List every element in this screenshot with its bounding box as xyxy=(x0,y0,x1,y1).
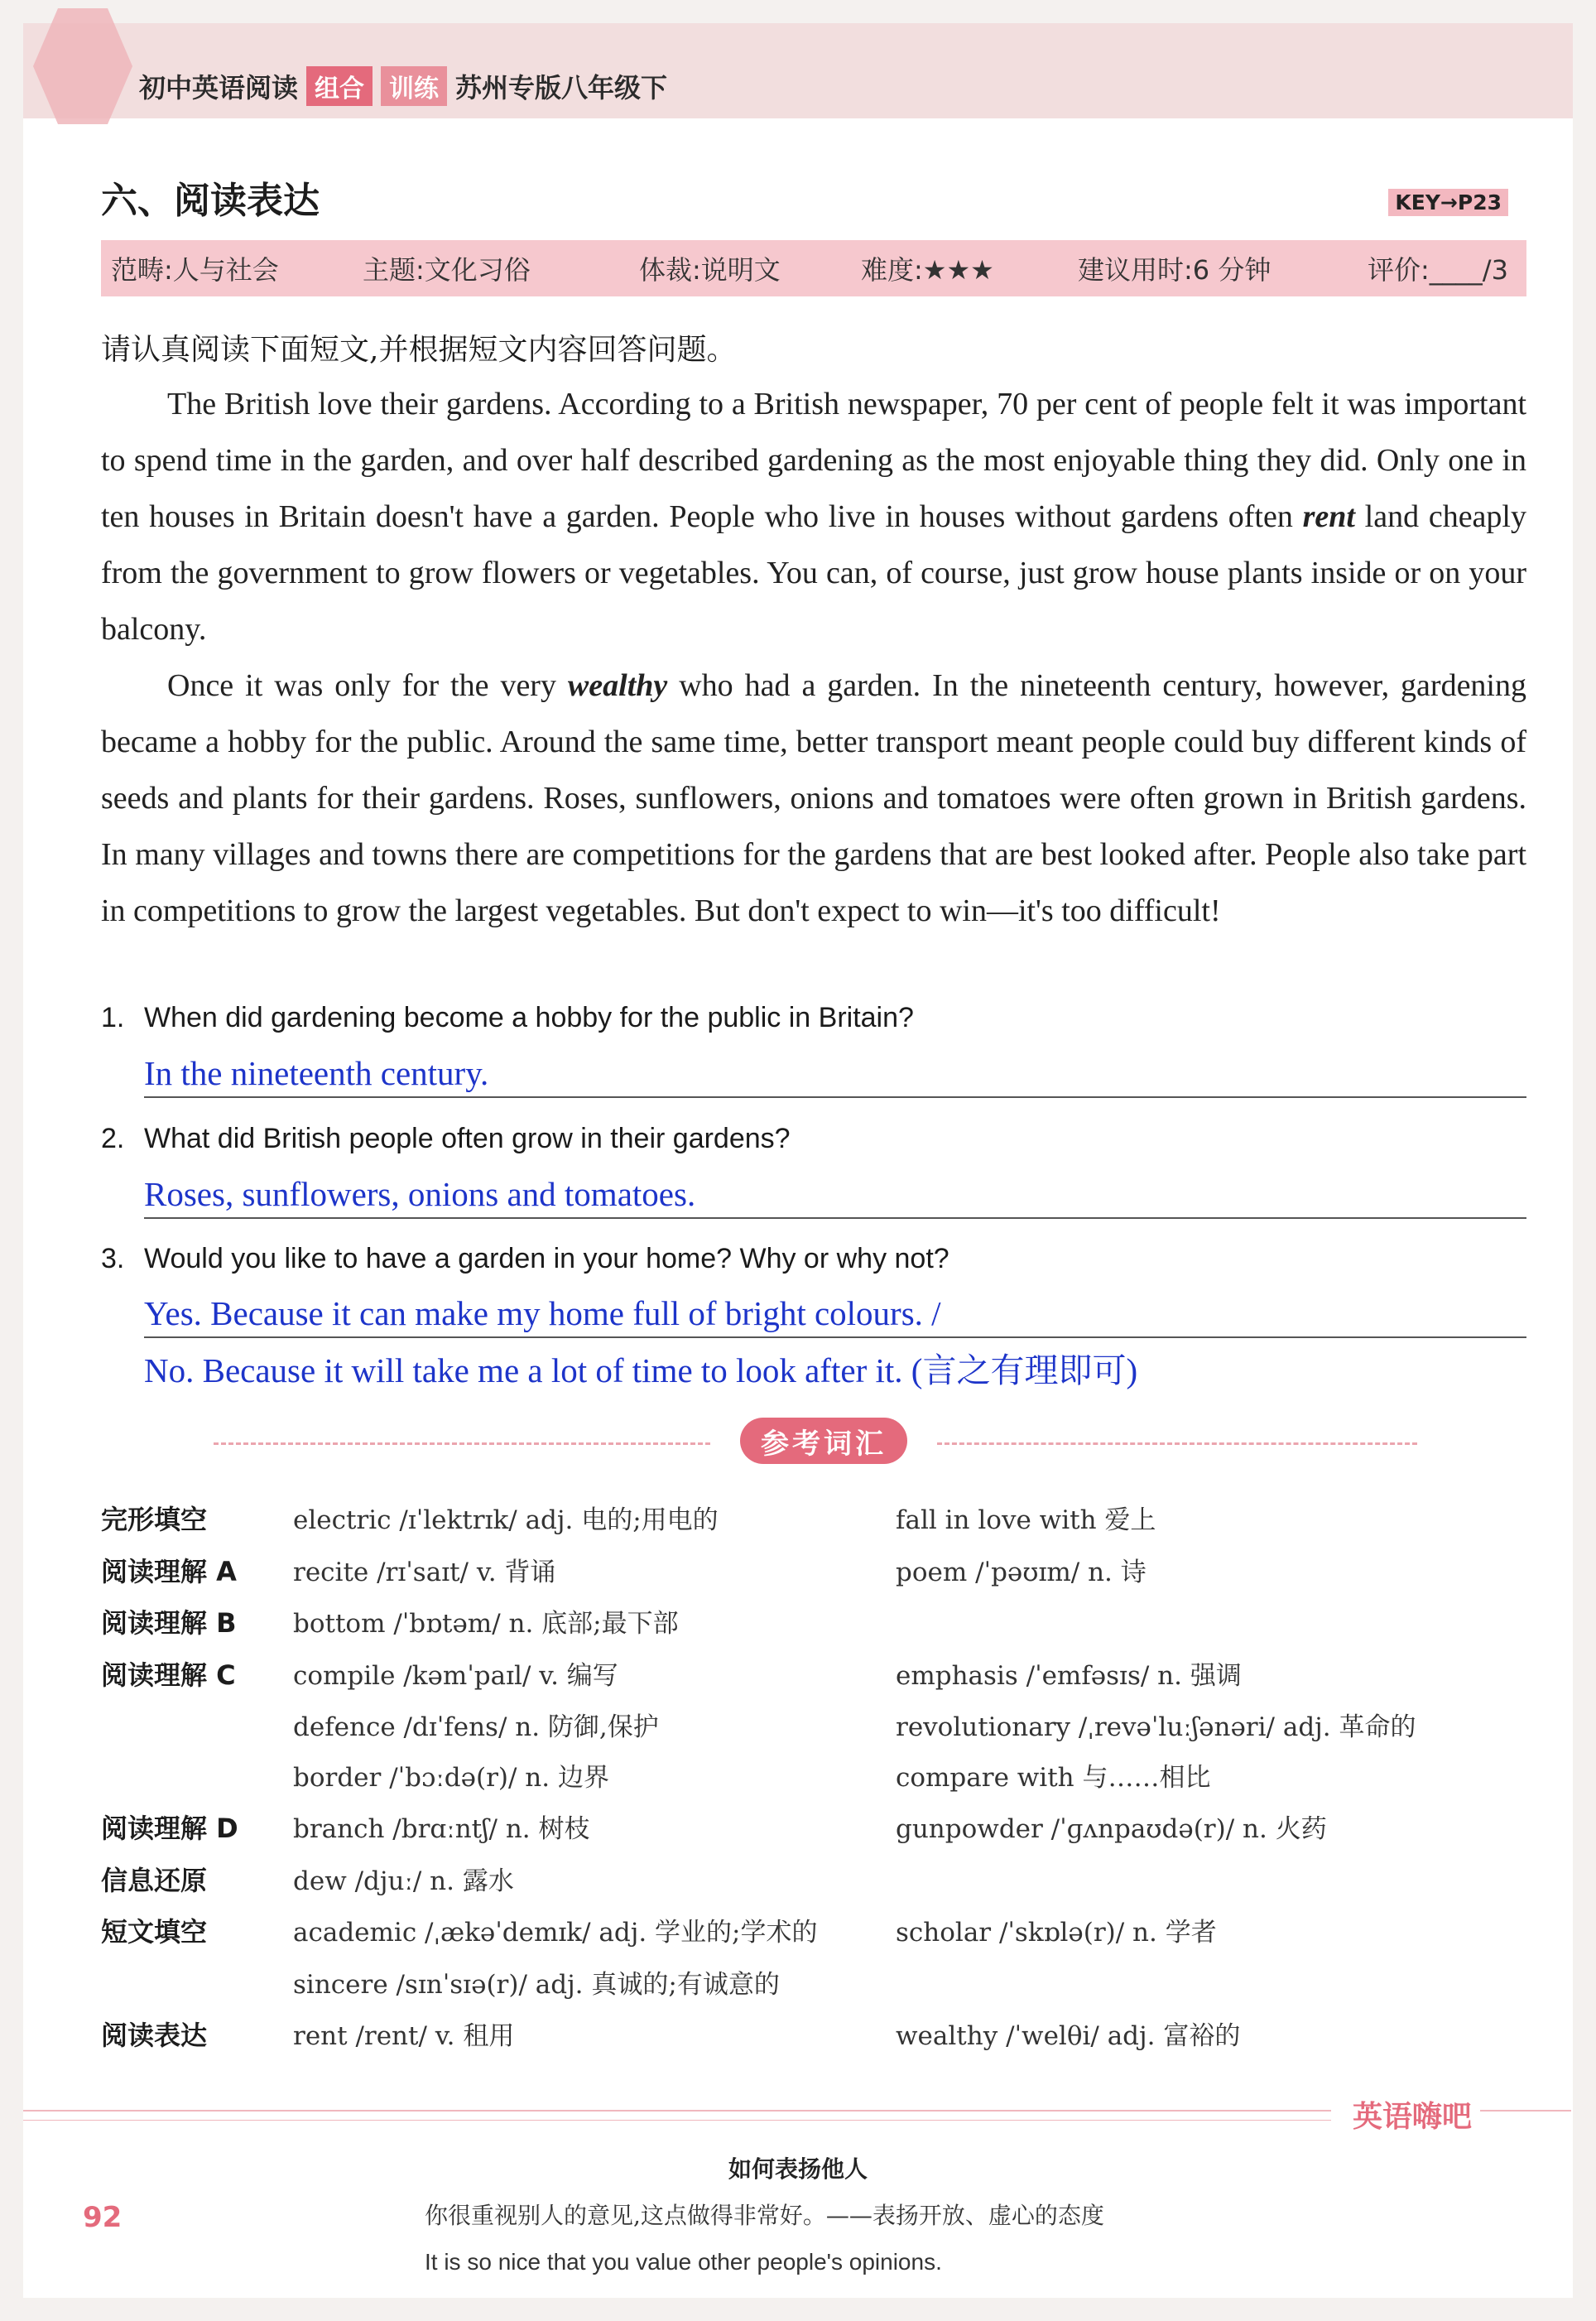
instruction: 请认真阅读下面短文,并根据短文内容回答问题。 xyxy=(101,333,737,367)
vocab-label: 阅读理解 C xyxy=(101,1659,236,1691)
passage-paragraph-2 xyxy=(101,657,1526,939)
answer-3-alt[interactable]: No. Because it will take me a lot of time to look after it. (言之有理即可) xyxy=(144,1351,1138,1389)
footer-tip-chinese: 你很重视别人的意见,这点做得非常好。——表扬开放、虚心的态度 xyxy=(425,2202,1104,2229)
vocab-label: 完形填空 xyxy=(101,1504,208,1535)
question-2 xyxy=(101,1123,791,1155)
page xyxy=(23,23,1573,2298)
divider-left xyxy=(214,1442,710,1445)
book-tag-2: 训练 xyxy=(381,66,447,106)
vocab-entry: compare with 与……相比 xyxy=(896,1763,1211,1793)
question-text: What did British people often grow in their gardens? xyxy=(144,1123,791,1154)
footer-tip-title: 如何表扬他人 xyxy=(728,2155,868,2183)
vocab-entry: wealthy /ˈwelθi/ adj. 富裕的 xyxy=(896,2021,1241,2051)
vocab-label: 阅读理解 D xyxy=(101,1813,238,1844)
vocab-entry: gunpowder /ˈɡʌnpaʊdə(r)/ n. 火药 xyxy=(896,1814,1327,1844)
vocab-entry: border /ˈbɔːdə(r)/ n. 边界 xyxy=(293,1763,609,1793)
vocab-entry: sincere /sɪnˈsɪə(r)/ adj. 真诚的;有诚意的 xyxy=(293,1970,780,2000)
vocab-label: 阅读表达 xyxy=(101,2020,208,2051)
question-number: 3. xyxy=(101,1243,125,1274)
footer-rule xyxy=(1480,2110,1571,2112)
vocab-entry: defence /dɪˈfens/ n. 防御,保护 xyxy=(293,1712,659,1742)
vocab-entry: dew /djuː/ n. 露水 xyxy=(293,1866,514,1896)
vocab-label: 阅读理解 B xyxy=(101,1607,237,1639)
page-number: 92 xyxy=(83,2201,123,2234)
section-title: 六、阅读表达 xyxy=(101,180,320,222)
vocab-entry: compile /kəmˈpaɪl/ v. 编写 xyxy=(293,1661,618,1691)
book-title-main: 初中英语阅读 xyxy=(139,72,299,104)
passage-paragraph-1 xyxy=(101,376,1526,657)
footer-rule xyxy=(23,2110,1331,2112)
meta-genre: 体裁:说明文 xyxy=(639,254,781,286)
question-number: 1. xyxy=(101,1002,125,1033)
footer-tip-english: It is so nice that you value other people's opinions. xyxy=(425,2249,942,2275)
vocab-entry: fall in love with 爱上 xyxy=(896,1505,1156,1535)
answer-3[interactable]: Yes. Because it can make my home full of bright colours. / xyxy=(144,1290,1526,1338)
meta-score: 评价:____/3 xyxy=(1368,254,1508,286)
question-number: 2. xyxy=(101,1123,125,1154)
meta-theme: 主题:文化习俗 xyxy=(363,254,531,286)
footer-brand: 英语嗨吧 xyxy=(1353,2100,1473,2134)
keyword-wealthy: wealthy xyxy=(567,668,668,703)
divider-right xyxy=(937,1442,1417,1445)
passage-text: who had a garden. In the nineteenth century, however, gardening became a hobby for the public. Around the same time, better transport meant people could buy different kinds of seeds and plants for their gardens. Roses, sunflowers, onions and tomatoes were often grown in British gardens. In many villages and towns there are competitions for the gardens that are best looked after. People also take part in competitions to grow the largest vegetables. But don't expect to win—it's too difficult! xyxy=(101,668,1526,928)
vocab-entry: electric /ɪˈlektrɪk/ adj. 电的;用电的 xyxy=(293,1505,719,1535)
question-text: Would you like to have a garden in your home? Why or why not? xyxy=(144,1243,949,1274)
meta-category: 范畴:人与社会 xyxy=(111,254,279,286)
vocab-entry: bottom /ˈbɒtəm/ n. 底部;最下部 xyxy=(293,1609,679,1639)
vocab-entry: scholar /ˈskɒlə(r)/ n. 学者 xyxy=(896,1918,1217,1948)
book-title-sub: 苏州专版八年级下 xyxy=(455,72,668,104)
vocab-entry: branch /brɑːntʃ/ n. 树枝 xyxy=(293,1814,590,1844)
vocab-entry: recite /rɪˈsaɪt/ v. 背诵 xyxy=(293,1558,556,1587)
meta-time: 建议用时:6 分钟 xyxy=(1078,254,1272,286)
header-bar xyxy=(23,23,1573,118)
vocab-entry: rent /rent/ v. 租用 xyxy=(293,2021,515,2051)
answer-2[interactable]: Roses, sunflowers, onions and tomatoes. xyxy=(144,1171,1526,1219)
passage-text: The British love their gardens. According to a British newspaper, 70 per cent of people felt it was important to spend time in the garden, and over half described gardening as the most enjoyable thing they did. Only one in ten houses in Britain doesn't have a garden. People who live in houses without gardens often xyxy=(101,387,1526,534)
vocab-label: 短文填空 xyxy=(101,1916,208,1948)
vocab-label: 阅读理解 A xyxy=(101,1556,237,1587)
question-1 xyxy=(101,1002,914,1034)
passage-text: Once it was only for the very xyxy=(167,668,568,703)
book-title xyxy=(139,66,667,106)
meta-difficulty: 难度:★★★ xyxy=(861,254,994,286)
vocab-entry: emphasis /ˈemfəsɪs/ n. 强调 xyxy=(896,1661,1242,1691)
answer-1[interactable]: In the nineteenth century. xyxy=(144,1050,1526,1098)
hexagon-decoration-icon xyxy=(33,8,132,124)
passage xyxy=(101,376,1526,939)
keyword-rent: rent xyxy=(1302,499,1355,534)
book-tag-1: 组合 xyxy=(306,66,373,106)
question-text: When did gardening become a hobby for the public in Britain? xyxy=(144,1002,914,1033)
vocab-entry: academic /ˌækəˈdemɪk/ adj. 学业的;学术的 xyxy=(293,1918,818,1948)
passage-text: land cheaply from the government to grow flowers or vegetables. You can, of course, just grow house plants inside or on your balcony. xyxy=(101,499,1526,647)
answer-key-ref: KEY→P23 xyxy=(1388,189,1508,216)
question-3 xyxy=(101,1243,949,1275)
meta-bar xyxy=(101,240,1526,296)
vocab-title: 参考词汇 xyxy=(740,1418,907,1464)
vocab-label: 信息还原 xyxy=(101,1865,208,1896)
vocab-entry: revolutionary /ˌrevəˈluːʃənəri/ adj. 革命的 xyxy=(896,1712,1416,1742)
vocab-entry: poem /ˈpəʊɪm/ n. 诗 xyxy=(896,1558,1147,1587)
footer-rule xyxy=(23,2120,1331,2121)
